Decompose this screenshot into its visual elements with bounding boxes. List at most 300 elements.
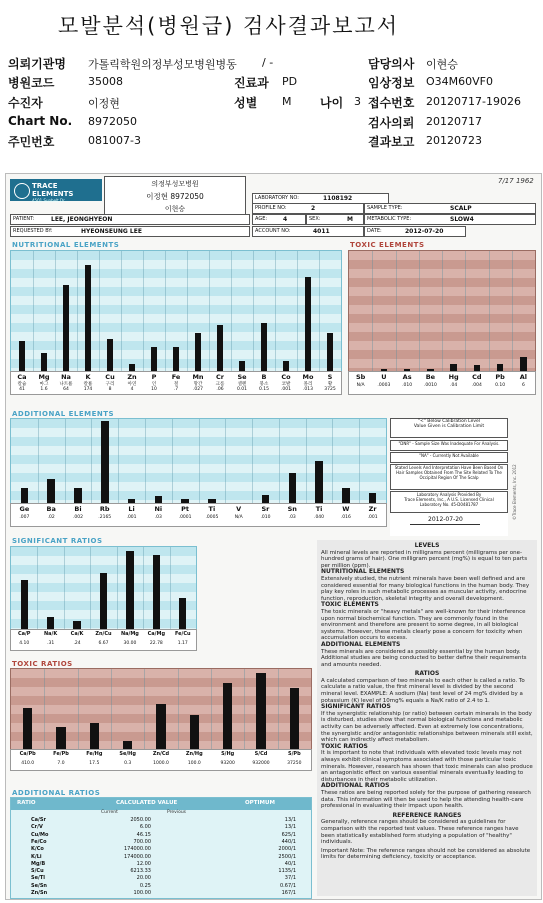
document-title: 모발분석(병원급) 검사결과보고서 bbox=[58, 14, 400, 38]
chart-bar-spb bbox=[290, 688, 299, 749]
lab-no-value: 1108192 bbox=[323, 195, 353, 202]
info-toxicr-text: It is important to note that individuals with elevated toxic levels may not always exhibit clinical symptoms associated with those particular toxic minerals. However, research has shown that toxic minerals can also produce an antagonistic effect on various essential minerals eventually leading to disturbances in their metabolic utilization. bbox=[321, 750, 533, 783]
date-box bbox=[364, 226, 466, 237]
table-cell-current: 6.00 bbox=[139, 824, 151, 831]
tick-label: S/Hg bbox=[221, 751, 235, 757]
info-levels-title: LEVELS bbox=[414, 542, 440, 549]
table-cell-optimum: 2000/1 bbox=[278, 846, 296, 853]
chart-bar-sehg bbox=[123, 741, 132, 749]
legend-line5c: Laboratory No. 45-D0481787 bbox=[419, 502, 479, 507]
sex-label: 성별 bbox=[234, 96, 258, 110]
chart-bar-zncu bbox=[100, 573, 107, 629]
table-cell-optimum: 167/1 bbox=[281, 890, 296, 896]
copyright-vertical: ©Trace Elements, Inc. 2012 bbox=[512, 464, 517, 520]
handwritten-note: 7/17 1962 bbox=[498, 177, 534, 185]
stamp-line2: 이정현 8972050 bbox=[146, 192, 204, 201]
stamp-line1: 의정부성모병원 bbox=[151, 180, 199, 188]
tick-label: Mn bbox=[192, 373, 204, 381]
data-label: 1.17 bbox=[177, 641, 188, 646]
data-label: .03 bbox=[288, 515, 296, 520]
table-cell-ratio: Fe/Co bbox=[31, 838, 47, 845]
lab-no-label: LABORATORY NO: bbox=[255, 195, 299, 201]
chart-divider bbox=[419, 251, 420, 371]
legend-site bbox=[390, 464, 508, 490]
tick-label: P bbox=[151, 373, 157, 381]
data-label: N/A bbox=[356, 383, 365, 388]
data-label: .06 bbox=[216, 387, 224, 392]
data-label: 30.00 bbox=[123, 641, 137, 646]
sample-type-value: SCALP bbox=[450, 205, 472, 212]
tick-label: Zn/Cu bbox=[95, 631, 112, 637]
tick-label: Zn/Hg bbox=[185, 751, 203, 757]
table-subheader: Previous bbox=[167, 810, 187, 815]
chart-divider bbox=[44, 669, 45, 749]
legend-date: 2012-07-20 bbox=[428, 516, 463, 523]
data-label: .31 bbox=[47, 641, 55, 646]
report-sex-label: SEX: bbox=[309, 216, 321, 222]
chart-bar-pb bbox=[497, 364, 504, 371]
institution-value: 가톨릭학원의정부성모병원병동 bbox=[88, 58, 237, 71]
chart-bar-zr bbox=[369, 493, 377, 503]
data-label: 10 bbox=[151, 387, 157, 392]
chart-bar-ge bbox=[21, 488, 29, 503]
chart-divider bbox=[77, 251, 78, 371]
ward-value: / - bbox=[262, 56, 274, 69]
data-label: 7.0 bbox=[57, 761, 65, 766]
report-patient-value: LEE, JEONGHYEON bbox=[51, 216, 113, 223]
tick-label-ko: 아연 bbox=[127, 382, 137, 387]
tick-label: Hg bbox=[448, 373, 459, 381]
data-label: .040 bbox=[314, 515, 325, 520]
tick-label: Li bbox=[128, 505, 135, 513]
tick-label: Be bbox=[425, 373, 436, 381]
institution-label: 의뢰기관명 bbox=[8, 57, 66, 71]
stamp-line3: 이현승 bbox=[164, 205, 186, 213]
data-label: 4.10 bbox=[19, 641, 30, 646]
significant-title: SIGNIFICANT RATIOS bbox=[12, 537, 103, 545]
data-label: 8 bbox=[108, 387, 112, 392]
age-box bbox=[252, 214, 306, 225]
table-cell-current: 6213.33 bbox=[130, 868, 151, 875]
data-label: 0.3 bbox=[124, 761, 132, 766]
additional-axis bbox=[10, 503, 387, 527]
table-cell-current: 20.00 bbox=[136, 875, 151, 882]
toxic-chart bbox=[348, 250, 536, 372]
patient-value: 이정현 bbox=[88, 97, 120, 110]
tick-label: Cr bbox=[216, 373, 224, 381]
chart-bar-se bbox=[239, 361, 245, 371]
data-label: .24 bbox=[73, 641, 81, 646]
legend-line5b: Trace Elements, Inc., A U.S. Licensed Clinical bbox=[404, 497, 494, 502]
tick-label: Se bbox=[237, 373, 247, 381]
result-value: 20120723 bbox=[426, 134, 482, 147]
chart-divider bbox=[111, 669, 112, 749]
chart-divider bbox=[55, 251, 56, 371]
chart-divider bbox=[170, 547, 171, 629]
legend-panel bbox=[390, 418, 508, 536]
legend-line1: "<" Below Calibration Level bbox=[417, 419, 481, 424]
chart-bar-cu bbox=[107, 339, 113, 371]
tick-label-ko: 칼륨 bbox=[83, 382, 93, 387]
nutritional-title: NUTRITIONAL ELEMENTS bbox=[12, 241, 120, 249]
table-cell-ratio: K/Li bbox=[31, 853, 42, 860]
chart-divider bbox=[90, 547, 91, 629]
tick-label: Ca/Mg bbox=[147, 631, 166, 637]
data-label: 6.67 bbox=[98, 641, 109, 646]
table-header bbox=[11, 798, 311, 810]
legend-line4b: Hair Samples Obtained From The Site Related To The bbox=[396, 470, 502, 475]
chart-bar-fecu bbox=[179, 598, 186, 629]
data-label: .027 bbox=[192, 387, 204, 392]
chart-bar-k bbox=[85, 265, 91, 371]
data-label: 6 bbox=[521, 383, 525, 388]
chart-bar-zn bbox=[129, 364, 135, 371]
chart-divider bbox=[187, 251, 188, 371]
info-ref-note: Important Note: The reference ranges should not be considered as absolute limits for determining deficiency, toxicity or acceptance. bbox=[321, 847, 531, 861]
chart-divider bbox=[211, 669, 212, 749]
tick-label-ko: 구리 bbox=[105, 382, 115, 387]
table-cell-optimum: 440/1 bbox=[281, 838, 296, 845]
data-label: 932000 bbox=[252, 761, 270, 766]
legend-line4: Stated Levels And Interpretation Have Been Based On bbox=[394, 465, 504, 470]
report-age-value: 4 bbox=[283, 216, 288, 223]
info-levels-text: All mineral levels are reported in milligrams percent (milligrams per one-hundred grams of hair). One milligram percent (mg%) is equal to ten parts per million (ppm). bbox=[321, 549, 528, 569]
tick-label: Zn/Cd bbox=[152, 751, 170, 757]
tick-label-ko: 크롬 bbox=[215, 382, 225, 387]
data-label: .02 bbox=[47, 515, 55, 520]
additional-chart bbox=[10, 418, 387, 504]
data-label: .03 bbox=[154, 515, 162, 520]
toxic-ratios-title: TOXIC RATIOS bbox=[12, 660, 73, 668]
profile-no-value: 2 bbox=[311, 205, 316, 212]
chart-bar-ca bbox=[19, 341, 25, 371]
tick-label-ko: 몰리 bbox=[303, 382, 313, 387]
chart-bar-bi bbox=[74, 488, 82, 503]
data-label: 0.15 bbox=[258, 387, 270, 392]
chart-divider bbox=[465, 251, 466, 371]
chart-bar-fepb bbox=[56, 727, 65, 749]
tick-label: Sb bbox=[355, 373, 366, 381]
tick-label: Al bbox=[519, 373, 527, 381]
tick-label: Co bbox=[281, 373, 291, 381]
tick-label: Zr bbox=[368, 505, 377, 513]
table-cell-current: 174000.00 bbox=[123, 846, 151, 853]
data-label: .001 bbox=[367, 515, 378, 520]
data-label: .0010 bbox=[423, 383, 437, 388]
tick-label: Se/Hg bbox=[119, 751, 136, 757]
data-label: 37250 bbox=[287, 761, 302, 766]
chart-divider bbox=[442, 251, 443, 371]
tick-label: As bbox=[402, 373, 412, 381]
chart-divider bbox=[512, 251, 513, 371]
data-label: .04 bbox=[450, 383, 458, 388]
chart-divider bbox=[165, 251, 166, 371]
chart-bar-fehg bbox=[90, 723, 99, 749]
table-cell-ratio: Se/Tl bbox=[31, 875, 45, 882]
doctor-label: 담당의사 bbox=[368, 57, 415, 71]
tick-label-ko: 망간 bbox=[193, 382, 203, 387]
data-label: 93200 bbox=[220, 761, 235, 766]
tick-label: Ca bbox=[17, 373, 27, 381]
clinical-label: 임상정보 bbox=[368, 76, 415, 90]
tick-label: Na/K bbox=[44, 631, 58, 637]
legend-lab bbox=[390, 491, 508, 513]
sex-value: M bbox=[282, 95, 292, 108]
data-label: 0.10 bbox=[495, 383, 506, 388]
lab-address: 4501 Sunbelt Dr. bbox=[32, 198, 66, 203]
data-label: 1.6 bbox=[40, 387, 48, 392]
table-col-header: OPTIMUM bbox=[245, 800, 275, 806]
chart-bar-scd bbox=[256, 673, 265, 749]
table-cell-ratio: Mg/B bbox=[31, 860, 46, 867]
tick-label: Ca/K bbox=[70, 631, 84, 637]
chart-divider bbox=[78, 669, 79, 749]
additional-title: ADDITIONAL ELEMENTS bbox=[12, 410, 115, 418]
chart-bar-mn bbox=[195, 333, 201, 371]
chart-divider bbox=[38, 419, 39, 503]
table-cell-ratio: Se/Sn bbox=[31, 882, 47, 889]
account-value: 4011 bbox=[313, 228, 330, 235]
data-label: .004 bbox=[471, 383, 482, 388]
data-label: 0.01 bbox=[236, 387, 248, 392]
toxic-axis bbox=[348, 371, 536, 395]
data-label: .0003 bbox=[377, 383, 391, 388]
info-toxic-text: The toxic minerals or "heavy metals" are well-known for their interference upon normal biochemical function. They are commonly found in the environment and therefore are present to some degree, in all biological systems. However, these metals clearly pose a concern for toxicity when accumulation occurs to excess. bbox=[321, 608, 526, 642]
profile-no-box bbox=[252, 203, 364, 214]
chart-divider bbox=[489, 251, 490, 371]
table-cell-ratio: S/Cu bbox=[31, 868, 44, 875]
table-cell-current: 0.25 bbox=[139, 882, 151, 889]
doctor-value: 이현승 bbox=[426, 58, 458, 71]
requested-label: REQUESTED BY: bbox=[13, 228, 53, 234]
report-patient-label: PATIENT: bbox=[13, 216, 35, 222]
chart-bar-ba bbox=[47, 479, 55, 503]
chart-bar-cak bbox=[73, 621, 80, 629]
chart-divider bbox=[91, 419, 92, 503]
metabolic-box bbox=[364, 214, 536, 225]
chart-divider bbox=[209, 251, 210, 371]
info-significant-title: SIGNIFICANT RATIOS bbox=[321, 703, 391, 711]
chart-divider bbox=[178, 669, 179, 749]
dept-value: PD bbox=[282, 75, 298, 88]
data-label: .2165 bbox=[98, 515, 112, 520]
lab-logo-icon bbox=[14, 183, 30, 199]
chart-divider bbox=[118, 419, 119, 503]
tick-label: Ge bbox=[19, 505, 30, 513]
significant-axis bbox=[10, 629, 197, 651]
chart-bar-znhg bbox=[190, 715, 199, 749]
tick-label: Fe bbox=[171, 373, 181, 381]
chart-label: Chart No. bbox=[8, 114, 73, 128]
chart-bar-nak bbox=[47, 617, 54, 629]
chart-bar-w bbox=[342, 488, 350, 503]
info-nutritional-text: Extensively studied, the nutrient minerals have been well defined and are considered essential for many biological functions in the human body. They play key roles in such metabolic processes as muscular activity, endocrine function, reproduction, skeletal integrity and overall development. bbox=[321, 575, 530, 602]
chart-divider bbox=[306, 419, 307, 503]
chart-divider bbox=[332, 419, 333, 503]
chart-bar-camg bbox=[153, 555, 160, 629]
chart-bar-al bbox=[520, 357, 527, 371]
table-cell-optimum: 13/1 bbox=[284, 824, 296, 831]
chart-bar-p bbox=[151, 347, 157, 371]
data-label: 17.5 bbox=[89, 761, 100, 766]
receipt-value: 20120717-19026 bbox=[426, 95, 521, 108]
tick-label: S/Pb bbox=[287, 751, 301, 757]
tick-label: Ti bbox=[315, 505, 323, 513]
metabolic-value: SLOW4 bbox=[450, 216, 474, 223]
tick-label: Ca/Pb bbox=[19, 751, 36, 757]
info-addr-text: These ratios are being reported solely for the purpose of gathering research data. This information will then be used to help the attending health-care professional in evaluating their impact upon health. bbox=[321, 789, 531, 810]
tick-label: Ca/P bbox=[17, 631, 31, 637]
info-toxic-title: TOXIC ELEMENTS bbox=[321, 601, 379, 609]
chart-divider bbox=[372, 251, 373, 371]
receipt-label: 접수번호 bbox=[368, 96, 415, 110]
legend-dnr: "DNR" - Sample Size Was Inadequate For Analysis. bbox=[390, 440, 508, 451]
data-label: 1000.0 bbox=[153, 761, 169, 766]
chart-divider bbox=[359, 419, 360, 503]
lab-logo bbox=[10, 179, 102, 201]
chart-divider bbox=[64, 547, 65, 629]
chart-bar-s bbox=[327, 333, 333, 371]
chart-divider bbox=[319, 251, 320, 371]
tick-label: Ba bbox=[46, 505, 56, 513]
id-label: 주민번호 bbox=[8, 135, 55, 149]
table-cell-optimum: 37/1 bbox=[284, 875, 296, 882]
chart-divider bbox=[117, 547, 118, 629]
chart-divider bbox=[396, 251, 397, 371]
data-label: .013 bbox=[302, 387, 314, 392]
tick-label: U bbox=[381, 373, 387, 381]
profile-no-label: PROFILE NO: bbox=[255, 205, 287, 211]
table-cell-ratio: K/Co bbox=[31, 846, 44, 853]
report-age-label: AGE: bbox=[255, 216, 268, 222]
tick-label: Fe/Hg bbox=[86, 751, 103, 757]
info-ref-text: Generally, reference ranges should be considered as guidelines for comparison with the reported test values. These reference ranges have been statistically established form studying a population of "healthy" individuals. bbox=[321, 819, 519, 846]
table-col-header: CALCULATED VALUE bbox=[116, 800, 178, 806]
chart-divider bbox=[144, 669, 145, 749]
chart-value: 8972050 bbox=[88, 115, 137, 128]
tick-label: V bbox=[236, 505, 242, 513]
tick-label: W bbox=[342, 505, 350, 513]
info-significant-text: If the synergistic relationship (or ratio) between certain minerals in the body is disturbed, studies show that normal biological functions and metabolic activity can be adversely affected. Even at extremely low concentrations, the synergistic and/or antagonistic relationships between minerals still exist, which can indirectly affect metabolism. bbox=[321, 710, 533, 744]
sample-type-label: SAMPLE TYPE: bbox=[367, 205, 403, 211]
tick-label: Sr bbox=[261, 505, 270, 513]
data-label: 41 bbox=[19, 387, 25, 392]
sex-box bbox=[306, 214, 364, 225]
legend-line5: Laboratory Analysis Provided By bbox=[416, 492, 482, 497]
table-cell-optimum: 0.67/1 bbox=[280, 882, 296, 889]
tick-label-ko: 붕소 bbox=[259, 382, 269, 387]
account-box bbox=[252, 226, 364, 237]
tick-label: Pb bbox=[495, 373, 505, 381]
metabolic-label: METABOLIC TYPE: bbox=[367, 216, 412, 222]
legend-line1b: Value Given is Calibration Limit bbox=[413, 424, 485, 429]
chart-bar-ti bbox=[315, 461, 323, 503]
hospital-code-label: 병원코드 bbox=[8, 76, 55, 90]
data-label: 100.0 bbox=[187, 761, 201, 766]
tick-label: Cu bbox=[105, 373, 115, 381]
data-label: .7 bbox=[173, 387, 179, 392]
age-value: 3 bbox=[354, 95, 361, 108]
chart-divider bbox=[253, 251, 254, 371]
id-value: 081007-3 bbox=[88, 134, 141, 147]
table-cell-ratio: Ca/Sr bbox=[31, 817, 46, 823]
signature-line bbox=[410, 524, 480, 525]
data-label: 174 bbox=[83, 387, 93, 392]
tick-label-ko: 셀렌 bbox=[237, 382, 247, 387]
chart-bar-namg bbox=[126, 551, 133, 629]
chart-bar-fe bbox=[173, 347, 179, 371]
requested-value: HYEONSEUNG LEE bbox=[81, 228, 142, 235]
chart-bar-na bbox=[63, 285, 69, 371]
info-additional-text: These minerals are considered as possibly essential by the human body. Additional studies are being conducted to better define their requirements and amounts needed. bbox=[321, 648, 527, 668]
table-cell-ratio: Cu/Mo bbox=[31, 831, 49, 838]
tick-label: Mo bbox=[302, 373, 314, 381]
tick-label: Cd bbox=[472, 373, 482, 381]
chart-divider bbox=[279, 419, 280, 503]
table-cell-optimum: 2500/1 bbox=[278, 853, 296, 860]
table-cell-current: 100.00 bbox=[133, 890, 151, 896]
chart-divider bbox=[143, 547, 144, 629]
table-cell-ratio: Zn/Sn bbox=[31, 890, 48, 896]
chart-bar-mg bbox=[41, 353, 47, 371]
chart-bar-hg bbox=[450, 364, 457, 371]
table-cell-optimum: 40/1 bbox=[284, 860, 296, 867]
tick-label: Fe/Pb bbox=[53, 751, 69, 757]
tick-label: K bbox=[85, 373, 91, 381]
data-label: N/A bbox=[234, 515, 243, 520]
tick-label: Rb bbox=[99, 505, 110, 513]
account-label: ACCOUNT NO: bbox=[255, 228, 291, 234]
patient-label: 수진자 bbox=[8, 96, 43, 110]
chart-divider bbox=[172, 419, 173, 503]
tick-label: S bbox=[327, 373, 333, 381]
tick-label: Zn bbox=[127, 373, 137, 381]
chart-bar-cap bbox=[21, 580, 28, 629]
requested-box bbox=[10, 226, 250, 237]
chart-divider bbox=[199, 419, 200, 503]
table-cell-optimum: 13/1 bbox=[284, 817, 296, 823]
tick-label: Mg bbox=[38, 373, 50, 381]
sample-type-box bbox=[364, 203, 536, 214]
clinical-value: O34M60VF0 bbox=[426, 75, 493, 88]
data-label: .010 bbox=[260, 515, 271, 520]
lab-name: TRACE ELEMENTS bbox=[32, 182, 74, 198]
data-label: .002 bbox=[72, 515, 83, 520]
chart-bar-mo bbox=[305, 277, 311, 371]
info-ratios-text: A calculated comparison of two minerals to each other is called a ratio. To calculate a ratio value, the first mineral level is divided by the second mineral level. EXAMPLE: A sodium (Na) test level of 24 mg% divided by a potassium (K) level of 10mg% equals a Na/K ratio of 2.4 to 1. bbox=[321, 677, 525, 704]
additional-ratios-table bbox=[10, 797, 312, 899]
table-cell-current: 12.00 bbox=[136, 860, 151, 867]
data-label: 22.78 bbox=[149, 641, 163, 646]
tick-label: Ti bbox=[208, 505, 216, 513]
tick-label-ko: 철 bbox=[173, 382, 179, 387]
toxic-ratios-axis bbox=[10, 749, 312, 771]
chart-divider bbox=[143, 251, 144, 371]
chart-divider bbox=[252, 419, 253, 503]
chart-bar-cr bbox=[217, 325, 223, 371]
tick-label: Na bbox=[61, 373, 71, 381]
hospital-stamp bbox=[104, 176, 246, 218]
info-toxicr-title: TOXIC RATIOS bbox=[321, 742, 368, 750]
data-label: 410.0 bbox=[21, 761, 35, 766]
info-addr-title: ADDITIONAL RATIOS bbox=[321, 782, 390, 790]
chart-divider bbox=[278, 669, 279, 749]
data-label: .0001 bbox=[178, 515, 192, 520]
data-label: 3725 bbox=[324, 387, 336, 392]
request-label: 검사의뢰 bbox=[368, 116, 415, 130]
table-cell-optimum: 625/1 bbox=[281, 831, 296, 838]
chart-bar-zncd bbox=[156, 704, 165, 749]
